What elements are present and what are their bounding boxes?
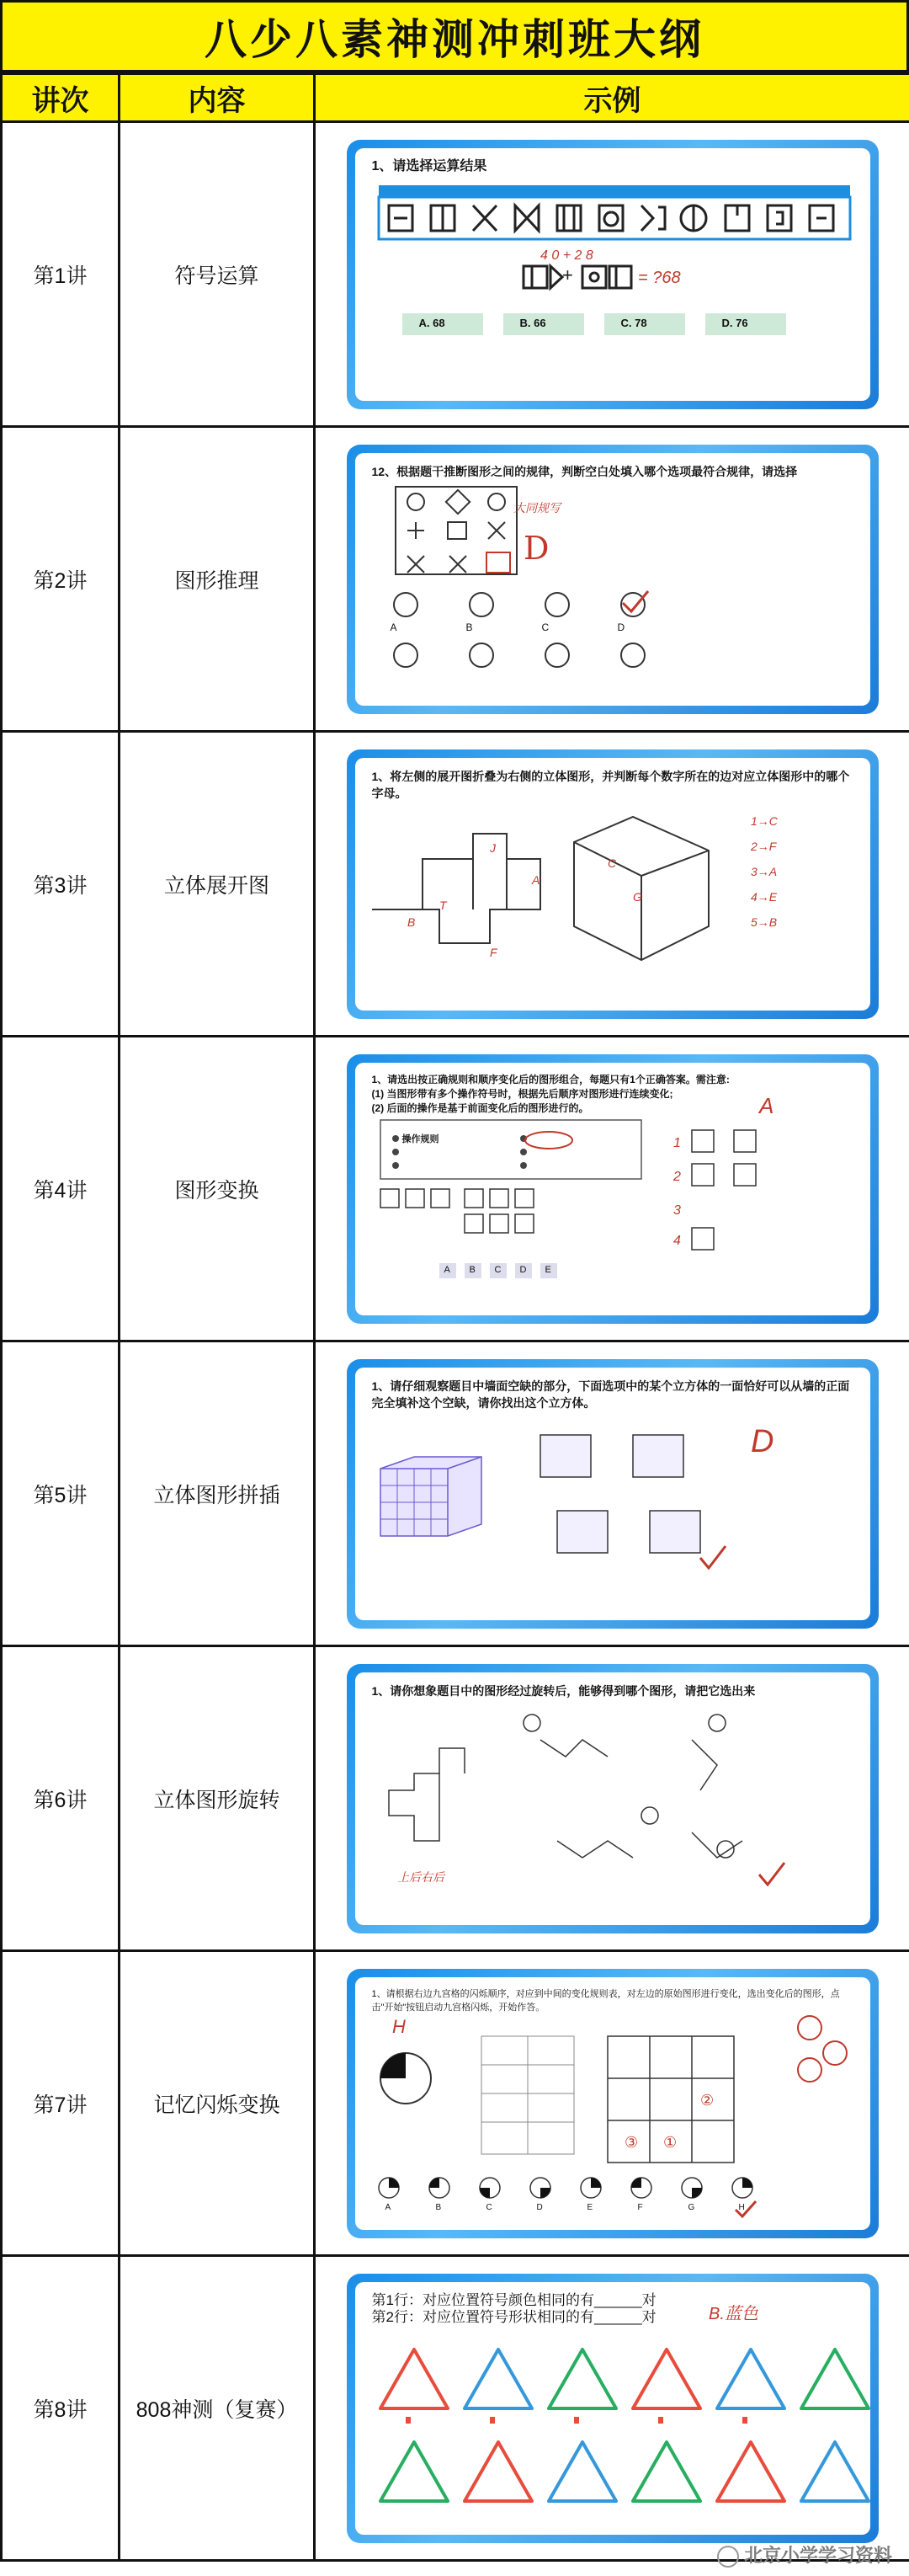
content-cell: 808神测（复赛） [120,2256,315,2561]
example-cell [315,1951,909,2256]
choice-d[interactable]: D [519,1264,527,1275]
svg-text:②: ② [699,2091,714,2109]
table-row [2,122,909,427]
table-row [2,732,909,1037]
figure-transform-figure [355,1063,870,1315]
svg-text:3: 3 [672,1203,681,1218]
example-screenshot [347,749,879,1019]
question-text: 1、请选择运算结果 [371,158,487,173]
header-example: 示例 [315,74,909,122]
table-row [2,1341,909,1646]
choice-e[interactable]: E [587,2202,593,2212]
content-cell: 图形变换 [120,1037,315,1341]
svg-text:2→F: 2→F [750,839,776,853]
lecture-cell: 第8讲 [2,2256,120,2561]
handwritten-answer: B.蓝色 [708,2304,758,2323]
svg-text:C: C [607,856,616,870]
syllabus-table [0,72,909,2562]
table-row [2,1951,909,2256]
content-cell: 图形推理 [120,427,315,732]
example-cell [315,732,909,1037]
handwritten-answer: D [523,529,549,567]
table-row [2,427,909,732]
question-text: 1、请你想象题目中的图形经过旋转后，能够得到哪个图形，请把它选出来 [371,1683,756,1698]
example-screenshot [347,1664,879,1933]
symbol-operation-figure [355,148,870,401]
memory-flash-figure [355,1977,870,2230]
question-text: 12、根据题干推断图形之间的规律，判断空白处填入哪个选项最符合规律，请选择 [371,464,798,478]
choice-f[interactable]: F [637,2202,643,2212]
choice-c[interactable]: C [486,2202,492,2212]
svg-text:+: + [561,264,573,285]
svg-text:= ?68: = ?68 [637,268,681,287]
handwritten-answer: A [758,1092,773,1118]
svg-text:2: 2 [672,1169,681,1184]
choice-b[interactable]: B [469,1264,476,1275]
choice-a[interactable]: A [390,621,397,633]
3d-rotation-figure [355,1672,870,1925]
lecture-cell: 第7讲 [2,1951,120,2256]
choice-a[interactable]: A [385,2202,391,2212]
handwritten-note: 上后右后 [396,1869,444,1884]
content-cell: 立体展开图 [120,732,315,1037]
example-screenshot [347,140,879,409]
svg-text:B: B [407,915,415,929]
page-title: 八少八素神测冲刺班大纲 [0,0,909,72]
question-text: 1、请根据右边九宫格的闪烁顺序，对应到中间的变化规则表，对左边的原始图形进行变化，选出变化后的图形，点击"开始"按钮启动九宫格闪烁，开始作答。 [371,1988,840,2013]
svg-text:大同规写: 大同规写 [513,500,561,515]
header-content: 内容 [120,74,315,122]
choice-d[interactable]: D. 76 [721,316,748,329]
svg-text:1→C: 1→C [750,813,778,828]
example-cell [315,122,909,427]
svg-text:4→E: 4→E [750,889,777,904]
svg-text:4 0 + 2 8: 4 0 + 2 8 [540,248,593,263]
choice-h[interactable]: H [738,2202,745,2212]
svg-text:3→A: 3→A [750,864,777,878]
question-text: 1、请仔细观察题目中墙面空缺的部分，下面选项中的某个立方体的一面恰好可以从墙的正面完全填补这个空缺，请你找出这个立方体。 [371,1379,850,1410]
triangle-symbols-figure [355,2282,870,2535]
choice-b[interactable]: B. 66 [519,316,546,329]
choice-c[interactable]: C [494,1264,502,1275]
table-row [2,1646,909,1951]
lecture-cell: 第2讲 [2,427,120,732]
svg-text:J: J [489,840,496,855]
choice-d[interactable]: D [536,2202,543,2212]
watermark: 北京小学学习资料 [717,2541,892,2568]
lecture-cell: 第1讲 [2,122,120,427]
choice-a[interactable]: A [444,1264,450,1275]
header-lecture: 讲次 [2,74,120,122]
example-screenshot [347,1359,879,1629]
svg-text:F: F [489,945,497,959]
lecture-cell: 第3讲 [2,732,120,1037]
question-text: 1、将左侧的展开图折叠为右侧的立体图形，并判断每个数字所在的边对应立体图形中的哪个字母。 [371,769,850,800]
lecture-cell: 第4讲 [2,1037,120,1341]
table-row [2,2256,909,2561]
figure-reasoning-figure [355,453,870,706]
example-screenshot [347,445,879,714]
svg-text:5→B: 5→B [750,915,777,929]
example-cell [315,427,909,732]
content-cell: 立体图形拼插 [120,1341,315,1646]
example-screenshot [347,2274,879,2543]
svg-text:③: ③ [624,2133,638,2151]
example-screenshot [347,1054,879,1324]
choice-b[interactable]: B [435,2202,442,2212]
content-cell: 记忆闪烁变换 [120,1951,315,2256]
content-cell: 立体图形旋转 [120,1646,315,1951]
choice-c[interactable]: C. 78 [620,316,647,329]
3d-assembly-figure [355,1368,870,1620]
choice-a[interactable]: A. 68 [418,316,445,329]
svg-text:1: 1 [672,1135,681,1150]
lecture-cell: 第5讲 [2,1341,120,1646]
question-text: 1、请选出按正确规则和顺序变化后的图形组合，每题只有1个正确答案。需注意: (1) 当图形带有多个操作符号时，根据先后顺序对图形进行连续变化; (2) 后面的操作是基于前面变化后的图形进行的。 [371,1073,730,1114]
svg-text:G: G [632,889,642,904]
handwritten-answer: D [750,1423,773,1459]
choice-e[interactable]: E [545,1264,551,1275]
example-cell [315,1646,909,1951]
table-row [2,1037,909,1341]
handwritten-answer: H [391,2015,406,2037]
3d-net-figure [355,758,870,1011]
table-header-row [2,74,909,122]
choice-c[interactable]: C [541,621,550,633]
panel-title: 操作规则 [401,1133,439,1144]
lecture-cell: 第6讲 [2,1646,120,1951]
example-cell [315,1341,909,1646]
content-cell: 符号运算 [120,122,315,427]
svg-text:①: ① [662,2133,677,2151]
svg-text:T: T [439,898,447,912]
example-cell [315,1037,909,1341]
svg-text:4: 4 [672,1233,681,1248]
choice-d[interactable]: D [617,621,625,633]
svg-text:A: A [531,872,540,887]
choice-g[interactable]: G [688,2202,695,2212]
example-cell [315,2256,909,2561]
example-screenshot [347,1969,879,2238]
question-text: 第1行：对应位置符号颜色相同的有______对 第2行：对应位置符号形状相同的有______对 [371,2291,656,2325]
wechat-icon [717,2546,739,2568]
choice-b[interactable]: B [465,621,473,633]
